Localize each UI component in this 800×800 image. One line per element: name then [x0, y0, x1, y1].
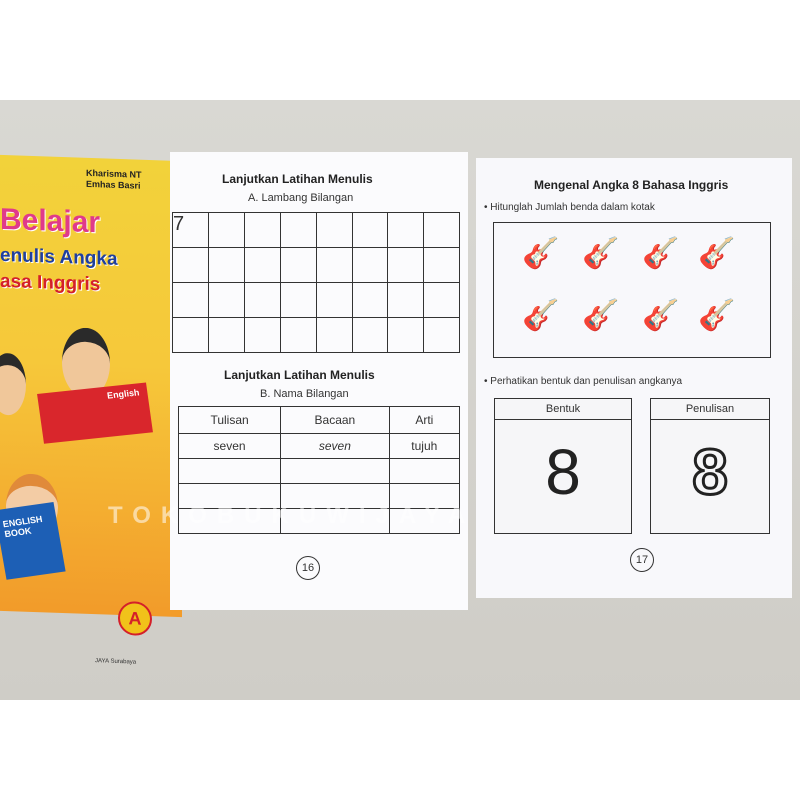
left-subtitle-a: A. Lambang Bilangan [248, 192, 354, 204]
right-page [476, 158, 792, 598]
cover-title-3: asa Inggris [0, 270, 101, 296]
guitar-icon: 🎸 [642, 237, 680, 270]
writing-digit: 8 [692, 436, 728, 508]
left-title-a: Lanjutkan Latihan Menulis [222, 172, 373, 186]
cover-kid-left [0, 352, 26, 415]
header-bacaan: Bacaan [281, 407, 390, 434]
cover-title-2: enulis Angka [0, 244, 118, 270]
cover-level-badge: A [118, 601, 152, 636]
right-title: Mengenal Angka 8 Bahasa Inggris [534, 178, 729, 192]
instruction-count-text: Hitunglah Jumlah benda dalam kotak [490, 202, 655, 213]
instruction-shape-text: Perhatikan bentuk dan penulisan angkanya [490, 376, 683, 387]
page-number-16: 16 [296, 556, 320, 580]
writing-grid [172, 212, 460, 353]
writing-box-label: Penulisan [651, 399, 769, 420]
cover-title-1: Belajar [0, 202, 101, 240]
cover-authors [86, 168, 142, 192]
guitar-icon: 🎸 [642, 299, 680, 332]
cell-bacaan: seven [281, 434, 390, 459]
guitar-box [493, 222, 771, 358]
left-page [170, 152, 468, 610]
guitar-icon: 🎸 [582, 299, 620, 332]
guitar-icon: 🎸 [698, 237, 736, 270]
left-subtitle-b: B. Nama Bilangan [260, 388, 349, 400]
shape-box-label: Bentuk [495, 399, 631, 420]
author-2: Emhas Basri [86, 178, 141, 191]
cell-tulisan: seven [179, 434, 281, 459]
cell-arti: tujuh [389, 434, 459, 459]
writing-box [650, 398, 770, 534]
guitar-icon: 🎸 [582, 237, 620, 270]
cover-red-book [37, 383, 153, 444]
photo-scene [0, 100, 800, 700]
shape-box [494, 398, 632, 534]
header-arti: Arti [389, 407, 459, 434]
instruction-shape: • Perhatikan bentuk dan penulisan angkanya [484, 376, 683, 387]
blue-book-label: ENGLISH BOOK [2, 513, 44, 540]
left-title-b: Lanjutkan Latihan Menulis [224, 368, 375, 382]
guitar-icon: 🎸 [698, 299, 736, 332]
instruction-count: • Hitunglah Jumlah benda dalam kotak [484, 202, 655, 213]
guitar-icon: 🎸 [522, 237, 560, 270]
page-number-17: 17 [630, 548, 654, 572]
header-tulisan: Tulisan [179, 407, 281, 434]
watermark: TOKOBUKUWIJAYA [108, 502, 476, 529]
guitar-icon: 🎸 [522, 299, 560, 332]
cover-publisher: JAYA Surabaya [95, 658, 137, 666]
book-cover [0, 155, 182, 666]
author-1: Kharisma NT [86, 167, 142, 180]
shape-digit: 8 [545, 436, 581, 508]
grid-cell-first: 7 [173, 213, 209, 248]
red-book-label: English [106, 387, 141, 401]
